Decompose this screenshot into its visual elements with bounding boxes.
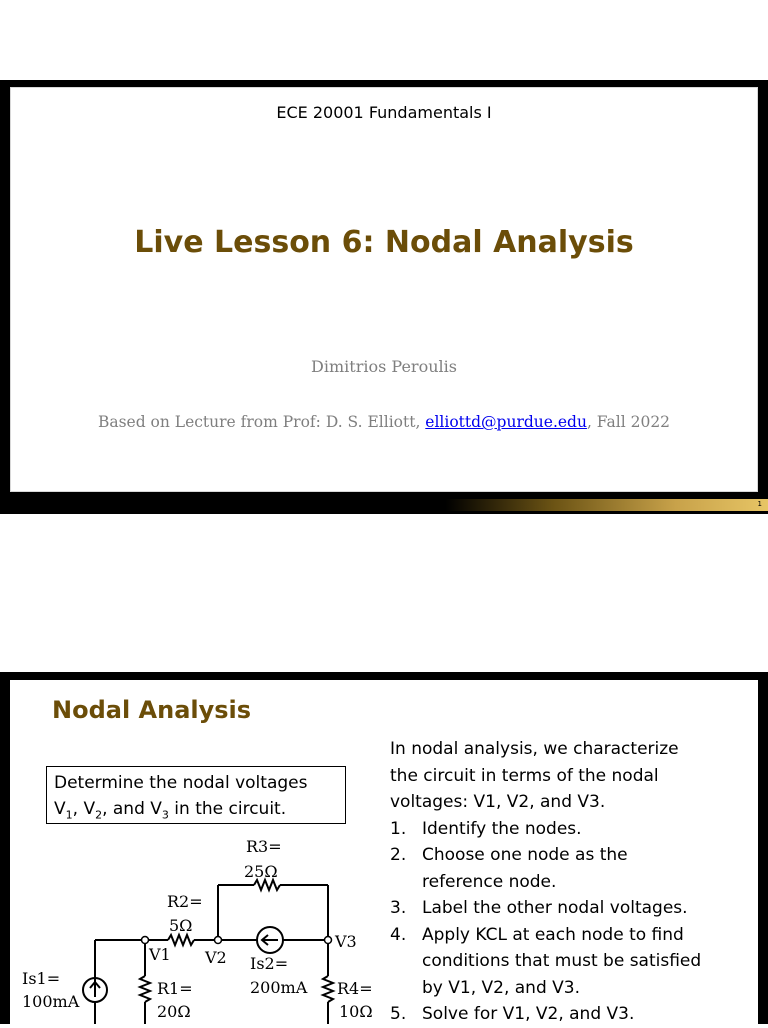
author-name: Dimitrios Peroulis	[311, 357, 457, 376]
title-slide	[0, 80, 768, 514]
is1-value: 100mA	[22, 992, 80, 1011]
r1-value: 20Ω	[157, 1002, 191, 1021]
r2-label: R2=	[167, 892, 203, 911]
r3-label: R3=	[246, 837, 282, 856]
page-number: 1	[757, 500, 762, 508]
node-v2-label: V2	[205, 948, 227, 967]
r4-value: 10Ω	[339, 1002, 373, 1021]
step-item: 1. Identify the nodes.	[390, 818, 582, 839]
lesson-title: Live Lesson 6: Nodal Analysis	[134, 225, 634, 260]
r2-value: 5Ω	[169, 916, 193, 935]
steps-list	[390, 816, 750, 1028]
attribution-prefix: Based on Lecture from Prof: D. S. Elliott,	[97, 413, 426, 431]
task-line-2: $V_1$, $V_2$, and $V_3$ in the circuit.	[54, 799, 287, 822]
step-item: 2. Choose one node as the reference node.	[390, 845, 628, 892]
email-link[interactable]: elliottd@purdue.edu	[425, 413, 587, 431]
node-v1-dot	[142, 937, 149, 944]
step-item: 4. Apply KCL at each node to find conditions that must be satisfied by V1, V2, and V3.	[390, 924, 702, 998]
slide-title: Nodal Analysis	[52, 696, 252, 724]
r4-label: R4=	[337, 979, 373, 998]
r1-label: R1=	[157, 979, 193, 998]
nodal-analysis-slide	[0, 672, 768, 1024]
task-line-1: Determine the nodal voltages	[54, 773, 308, 793]
is1-label: Is1=	[22, 969, 61, 988]
r2-resistor-symbol	[168, 935, 194, 945]
node-v2-dot	[215, 937, 222, 944]
is2-label: Is2=	[250, 954, 289, 973]
is2-value: 200mA	[250, 978, 308, 997]
r3-resistor-symbol	[254, 880, 280, 890]
footer-gradient-bar	[0, 499, 768, 511]
attribution-line	[10, 413, 758, 431]
node-v3-label: V3	[335, 932, 357, 951]
step-item: 5. Solve for V1, V2, and V3.	[390, 1004, 635, 1024]
attribution-suffix: , Fall 2022	[586, 413, 671, 431]
circuit-diagram	[0, 672, 400, 1024]
procedure-text	[390, 736, 750, 1028]
node-v3-dot	[325, 937, 332, 944]
step-item: 3. Label the other nodal voltages.	[390, 898, 688, 918]
course-name: ECE 20001 Fundamentals I	[276, 103, 492, 122]
title-slide-canvas	[10, 87, 758, 492]
intro-text: In nodal analysis, we characterize the circuit in terms of the nodal voltages: V1, V2, and V3.	[390, 739, 679, 812]
r1-resistor-symbol	[140, 976, 150, 1002]
node-v1-label: V1	[149, 945, 171, 964]
r4-resistor-symbol	[323, 976, 333, 1002]
r3-value: 25Ω	[244, 862, 278, 881]
